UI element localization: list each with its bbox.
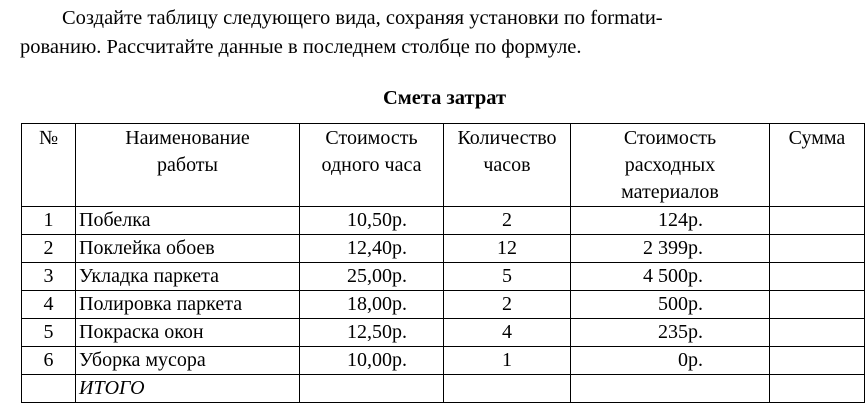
header-rate-line-2: одного часа <box>321 154 422 176</box>
cell-name: Покраска окон <box>76 319 300 347</box>
header-row <box>22 124 865 207</box>
cell-rate: 25,00р. <box>300 263 444 291</box>
cell-name: Побелка <box>76 207 300 235</box>
table-row <box>22 207 865 235</box>
cell-sum <box>770 347 865 375</box>
cell-materials: 4 500р. <box>571 263 770 291</box>
table-row <box>22 235 865 263</box>
cell-rate: 12,50р. <box>300 319 444 347</box>
cell-materials-empty <box>571 375 770 403</box>
cell-hours: 2 <box>444 291 571 319</box>
cell-hours: 1 <box>444 347 571 375</box>
task-instructions <box>20 4 860 62</box>
cell-num: 2 <box>22 235 76 263</box>
cell-num: 5 <box>22 319 76 347</box>
table-row <box>22 263 865 291</box>
table-row <box>22 319 865 347</box>
total-label: ИТОГО <box>76 375 300 403</box>
cell-hours: 12 <box>444 235 571 263</box>
cell-rate: 10,00р. <box>300 347 444 375</box>
cell-num: 6 <box>22 347 76 375</box>
cell-materials: 0р. <box>571 347 770 375</box>
instructions-line-1: Создайте таблицу следующего вида, сохраняя установки по formatи- <box>62 7 663 29</box>
cost-estimate-table <box>21 123 865 403</box>
header-rate <box>300 124 444 207</box>
header-materials-line-1: Стоимость <box>623 127 717 149</box>
cell-name: Уборка мусора <box>76 347 300 375</box>
cell-hours: 4 <box>444 319 571 347</box>
header-hours <box>444 124 571 207</box>
cell-sum <box>770 319 865 347</box>
cell-hours: 5 <box>444 263 571 291</box>
table-row <box>22 291 865 319</box>
cell-name: Укладка паркета <box>76 263 300 291</box>
cell-num: 1 <box>22 207 76 235</box>
table-header <box>22 124 865 207</box>
header-num <box>22 124 76 207</box>
cell-materials: 235р. <box>571 319 770 347</box>
cell-hours: 2 <box>444 207 571 235</box>
header-sum <box>770 124 865 207</box>
cell-num: 4 <box>22 291 76 319</box>
header-materials-line-3: материалов <box>621 181 719 203</box>
cell-sum <box>770 263 865 291</box>
header-sum-label: Сумма <box>788 127 846 149</box>
header-name-line-2: работы <box>157 154 218 176</box>
table-title: Смета затрат <box>382 87 507 109</box>
cell-name: Полировка паркета <box>76 291 300 319</box>
cell-sum <box>770 235 865 263</box>
cell-rate: 12,40р. <box>300 235 444 263</box>
header-hours-line-1: Количество <box>457 127 557 149</box>
cell-sum-total <box>770 375 865 403</box>
table-body <box>22 207 865 403</box>
header-num-label: № <box>38 127 59 149</box>
cell-sum <box>770 207 865 235</box>
cell-rate: 18,00р. <box>300 291 444 319</box>
header-name-line-1: Наименование <box>125 127 250 149</box>
header-name <box>76 124 300 207</box>
cell-num-empty <box>22 375 76 403</box>
cell-sum <box>770 291 865 319</box>
table-row <box>22 347 865 375</box>
total-row <box>22 375 865 403</box>
cell-materials: 500р. <box>571 291 770 319</box>
header-materials-line-2: расходных <box>624 154 716 176</box>
cell-num: 3 <box>22 263 76 291</box>
header-materials <box>571 124 770 207</box>
cell-rate: 10,50р. <box>300 207 444 235</box>
cell-materials: 2 399р. <box>571 235 770 263</box>
instructions-line-2: рованию. Рассчитайте данные в последнем столбце по формуле. <box>20 36 582 58</box>
header-rate-line-1: Стоимость <box>325 127 418 149</box>
cell-name: Поклейка обоев <box>76 235 300 263</box>
cell-hours-empty <box>444 375 571 403</box>
cell-materials: 124р. <box>571 207 770 235</box>
cell-rate-empty <box>300 375 444 403</box>
header-hours-line-2: часов <box>483 154 531 176</box>
